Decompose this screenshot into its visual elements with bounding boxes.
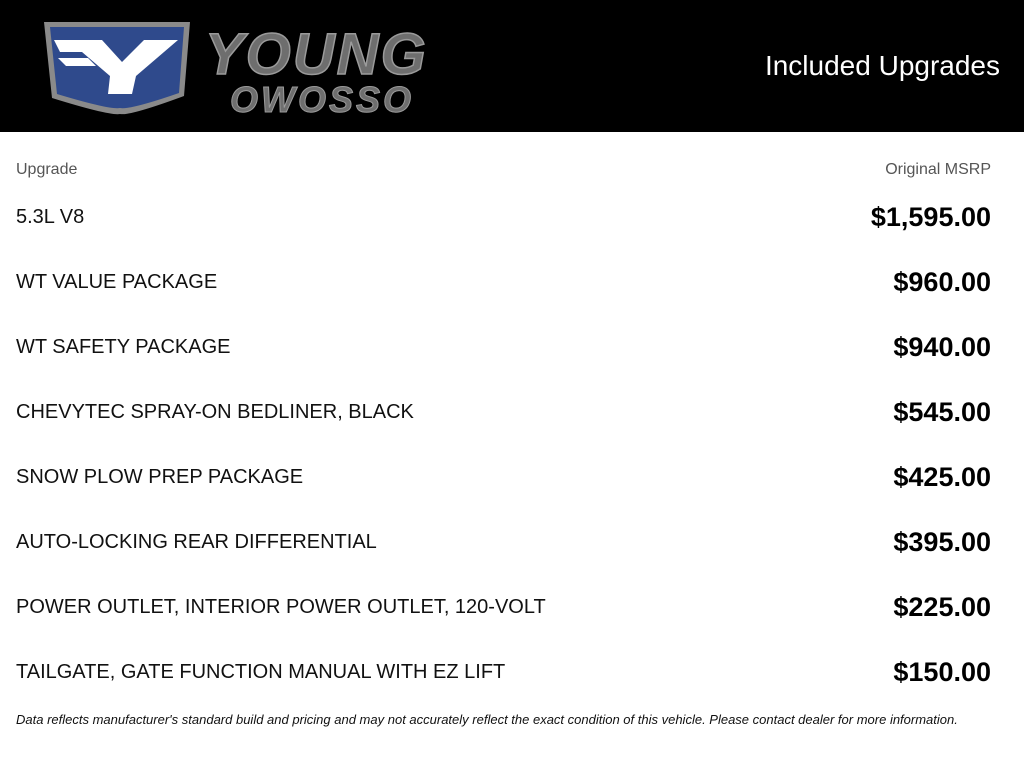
page-title: Included Upgrades: [764, 50, 1000, 81]
upgrade-price: $425.00: [893, 462, 991, 492]
list-item: [16, 640, 991, 705]
list-item: [16, 510, 991, 575]
upgrade-price: $150.00: [893, 657, 991, 687]
header-banner: [0, 0, 1024, 132]
list-item: [16, 185, 991, 250]
column-header-upgrade: Upgrade: [16, 161, 78, 178]
upgrade-price: $545.00: [893, 397, 991, 427]
column-header-msrp: Original MSRP: [885, 161, 991, 178]
upgrade-name: WT VALUE PACKAGE: [16, 271, 218, 293]
upgrade-name: AUTO-LOCKING REAR DIFFERENTIAL: [16, 531, 377, 553]
upgrade-price: $940.00: [893, 332, 991, 362]
disclaimer-footnote: Data reflects manufacturer's standard build and pricing and may not accurately reflect the exact condition of this vehicle. Please contact dealer for more information.: [16, 712, 958, 727]
upgrade-list: [16, 185, 991, 705]
logo-text-owosso: OWOSSO: [230, 79, 415, 118]
upgrade-name: 5.3L V8: [16, 206, 85, 228]
upgrade-price: $960.00: [893, 267, 991, 297]
upgrade-price: $225.00: [893, 592, 991, 622]
upgrade-name: POWER OUTLET, INTERIOR POWER OUTLET, 120-VOLT: [16, 596, 546, 618]
upgrade-price: $1,595.00: [870, 202, 991, 232]
list-item: [16, 315, 991, 380]
logo-emblem-letter: Y: [119, 82, 121, 83]
upgrade-name: TAILGATE, GATE FUNCTION MANUAL WITH EZ LIFT: [16, 661, 506, 683]
upgrade-price: $395.00: [893, 527, 991, 557]
list-item: [16, 380, 991, 445]
upgrade-name: CHEVYTEC SPRAY-ON BEDLINER, BLACK: [16, 401, 414, 423]
dealer-logo: [40, 18, 510, 118]
logo-text-young: YOUNG: [205, 22, 428, 87]
upgrade-name: WT SAFETY PACKAGE: [16, 336, 231, 358]
upgrade-name: SNOW PLOW PREP PACKAGE: [16, 466, 304, 488]
list-item: [16, 445, 991, 510]
list-item: [16, 250, 991, 315]
young-owosso-logo-icon: [40, 18, 510, 118]
list-item: [16, 575, 991, 640]
